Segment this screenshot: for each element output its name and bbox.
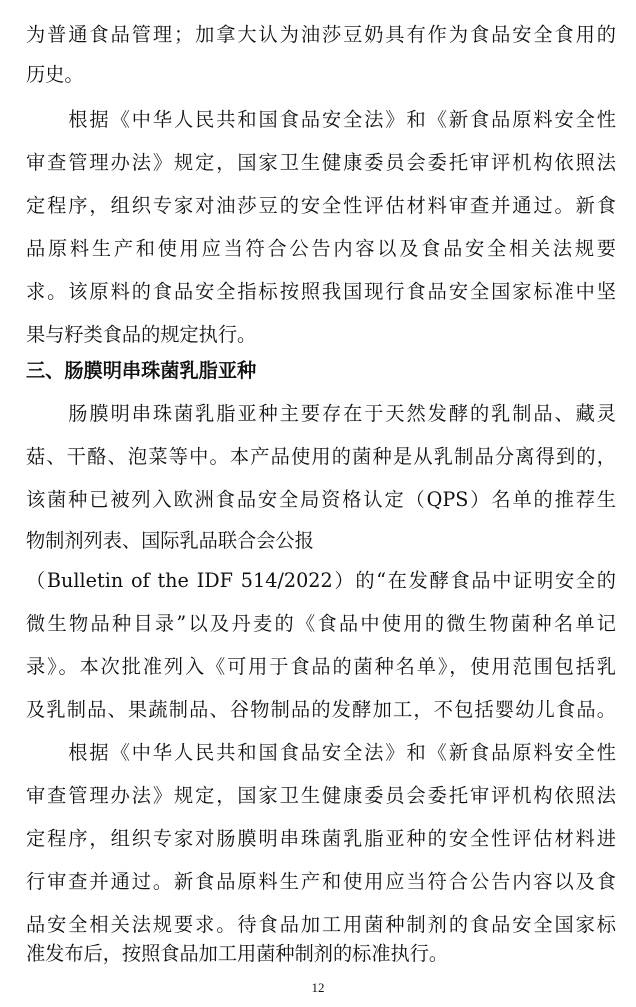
text-line: 审查管理办法》规定，国家卫生健康委员会委托审评机构依照法 — [26, 784, 616, 807]
text-line: 准发布后，按照食品加工用菌种制剂的标准执行。 — [26, 942, 449, 965]
text-line: 行审查并通过。新食品原料生产和使用应当符合公告内容以及食 — [26, 870, 616, 893]
section-heading: 三、肠膜明串珠菌乳脂亚种 — [26, 359, 257, 382]
text-line: 该菌种已被列入欧洲食品安全局资格认定（QPS）名单的推荐生 — [26, 488, 616, 511]
text-line: 微生物品种目录”以及丹麦的《食品中使用的微生物菌种名单记 — [26, 612, 616, 635]
page-number: 12 — [311, 980, 325, 995]
text-line: 定程序，组织专家对肠膜明串珠菌乳脂亚种的安全性评估材料进 — [26, 827, 616, 850]
text-line: 及乳制品、果蔬制品、谷物制品的发酵加工，不包括婴幼儿食品。 — [26, 698, 616, 721]
text-line: 物制剂列表、国际乳品联合会公报 — [26, 529, 314, 552]
text-line: 菇、干酪、泡菜等中。本产品使用的菌种是从乳制品分离得到的， — [26, 445, 616, 468]
text-line: 求。该原料的食品安全指标按照我国现行食品安全国家标准中坚 — [26, 280, 616, 303]
text-line: 审查管理办法》规定，国家卫生健康委员会委托审评机构依照法 — [26, 151, 616, 174]
text-line: 定程序，组织专家对油莎豆的安全性评估材料审查并通过。新食 — [26, 194, 616, 217]
text-line: 录》。本次批准列入《可用于食品的菌种名单》，使用范围包括乳 — [26, 655, 616, 678]
text-line: 为普通食品管理；加拿大认为油莎豆奶具有作为食品安全食用的 — [26, 23, 616, 46]
text-line: 根据《中华人民共和国食品安全法》和《新食品原料安全性 — [26, 108, 616, 131]
text-line: 历史。 — [26, 63, 84, 86]
text-line: 果与籽类食品的规定执行。 — [26, 323, 257, 346]
text-line: 根据《中华人民共和国食品安全法》和《新食品原料安全性 — [26, 741, 616, 764]
text-line: 品原料生产和使用应当符合公告内容以及食品安全相关法规要 — [26, 237, 616, 260]
text-line: 肠膜明串珠菌乳脂亚种主要存在于天然发酵的乳制品、藏灵 — [26, 402, 616, 425]
text-line: （Bulletin of the IDF 514/2022）的“在发酵食品中证明安全的 — [26, 569, 616, 592]
text-line: 品安全相关法规要求。待食品加工用菌种制剂的食品安全国家标 — [26, 913, 616, 936]
